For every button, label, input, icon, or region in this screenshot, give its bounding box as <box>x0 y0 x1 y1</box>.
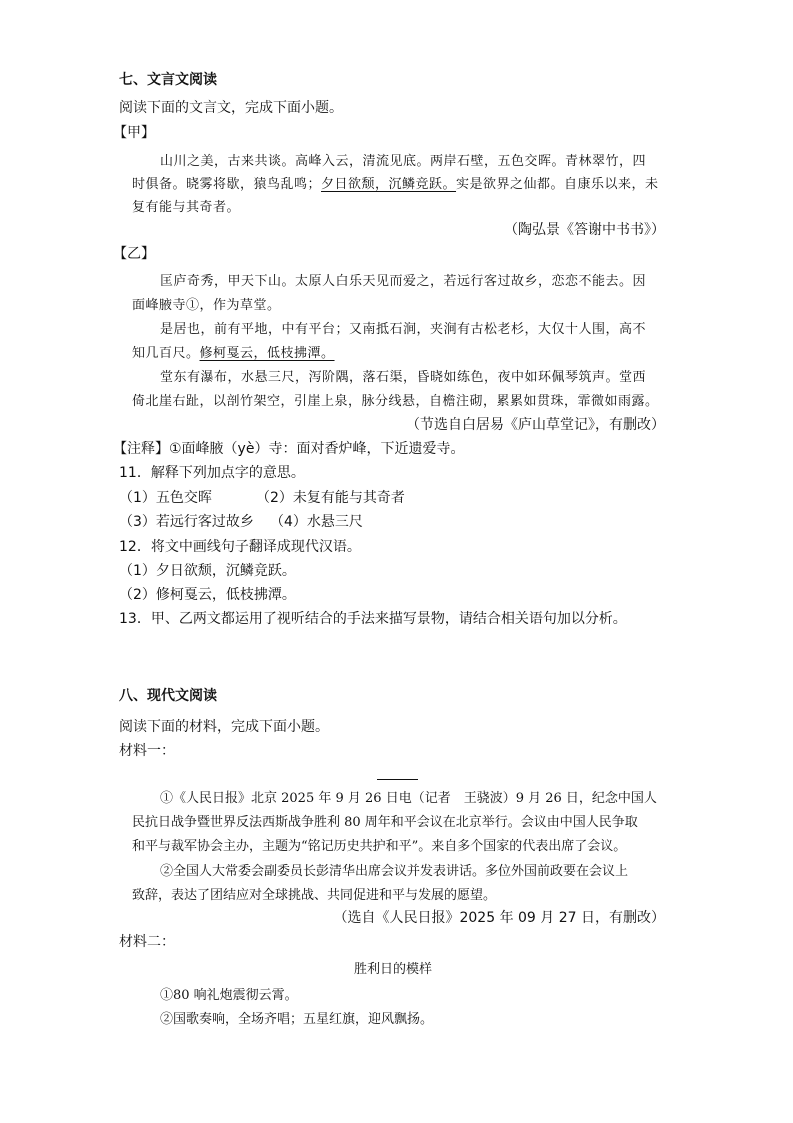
passage-yi-label: 【乙】 <box>113 246 155 262</box>
material-1-source: （选自《人民日报》2025 年 09 月 27 日，有删改） <box>333 910 665 926</box>
yi-p3-line-1: 堂东有瀑布，水悬三尺，泻阶隅，落石渠，昏晓如练色，夜中如环佩琴筑声。堂西 <box>160 370 647 385</box>
yi-p2-line-2 <box>132 342 335 361</box>
question-12: 12．将文中画线句子翻译成现代汉语。 <box>119 539 361 555</box>
question-11-item-2: （2）未复有能与其奇者 <box>256 490 405 506</box>
yi-p2-line-2-a: 知几百尺。 <box>132 346 200 361</box>
yi-p1-line-2: 面峰腋寺①，作为草堂。 <box>132 298 281 313</box>
jia-underlined-sentence: 夕日欲颓，沉鳞竞跃。 <box>321 177 457 192</box>
question-11-item-4: （4）水悬三尺 <box>270 514 363 530</box>
material-1-p2-line-2: 致辞，表达了团结应对全球挑战、共同促进和平与发展的愿望。 <box>132 888 497 903</box>
jia-line-2-b: 实是欲界之仙都。自康乐以来，未 <box>456 177 659 192</box>
yi-p2-line-1: 是居也，前有平地，中有平台；又南抵石涧，夹涧有古松老杉，大仅十人围，高不 <box>160 322 647 337</box>
annotation-note: 【注释】①面峰腋（yè）寺：面对香炉峰，下近遗爱寺。 <box>113 441 465 457</box>
section-7-heading: 七、文言文阅读 <box>119 72 217 88</box>
jia-line-2 <box>132 173 659 192</box>
jia-line-2-a: 时俱备。晓雾将歇，猿鸟乱鸣； <box>132 177 322 192</box>
material-2-line-1: ①80 响礼炮震彻云霄。 <box>160 988 298 1003</box>
material-1-p1-line-1: ①《人民日报》北京 2025 年 9 月 26 日电（记者 王骁波）9 月 26 日，纪念中国人 <box>160 791 657 806</box>
material-1-label: 材料一： <box>119 743 175 759</box>
material-2-label: 材料二： <box>119 934 175 950</box>
section-7-intro: 阅读下面的文言文，完成下面小题。 <box>119 100 343 116</box>
material-1-p1-line-2: 民抗日战争暨世界反法西斯战争胜利 80 周年和平会议在北京举行。会议由中国人民争取 <box>132 815 638 830</box>
question-11-item-3: （3）若远行客过故乡 <box>119 514 254 530</box>
yi-p3-line-2: 倚北崖右趾，以剖竹架空，引崖上泉，脉分线悬，自檐注砌，累累如贯珠，霏微如雨露。 <box>132 394 659 409</box>
title-blank-line <box>377 779 418 780</box>
jia-line-1: 山川之美，古来共谈。高峰入云，清流见底。两岸石壁，五色交晖。青林翠竹，四 <box>160 154 647 169</box>
yi-underlined-sentence: 修柯戛云，低枝拂潭。 <box>199 346 335 361</box>
question-12-item-1: （1）夕日欲颓，沉鳞竞跃。 <box>119 563 296 579</box>
jia-source: （陶弘景《答谢中书书》） <box>504 222 665 238</box>
material-2-title: 胜利日的模样 <box>354 962 433 977</box>
question-12-item-2: （2）修柯戛云，低枝拂潭。 <box>119 587 296 603</box>
section-8-intro: 阅读下面的材料，完成下面小题。 <box>119 719 329 735</box>
question-11-item-1: （1）五色交晖 <box>119 490 212 506</box>
material-1-p1-line-3: 和平与裁军协会主办，主题为“铭记历史共护和平”。来自多个国家的代表出席了会议。 <box>132 839 627 854</box>
yi-p1-line-1: 匡庐奇秀，甲天下山。太原人白乐天见而爱之，若远行客过故乡，恋恋不能去。因 <box>160 274 647 289</box>
yi-source: （节选自白居易《庐山草堂记》，有删改） <box>406 417 665 433</box>
section-8-heading: 八、现代文阅读 <box>119 688 217 704</box>
question-11: 11．解释下列加点字的意思。 <box>119 465 305 481</box>
material-1-p2-line-1: ②全国人大常委会副委员长彭清华出席会议并发表讲话。多位外国前政要在会议上 <box>160 864 629 879</box>
question-13: 13．甲、乙两文都运用了视听结合的手法来描写景物，请结合相关语句加以分析。 <box>119 611 627 627</box>
material-2-line-2: ②国歌奏响，全场齐唱；五星红旗，迎风飘扬。 <box>160 1012 434 1027</box>
jia-line-3: 复有能与其奇者。 <box>132 200 241 215</box>
passage-jia-label: 【甲】 <box>113 125 155 141</box>
